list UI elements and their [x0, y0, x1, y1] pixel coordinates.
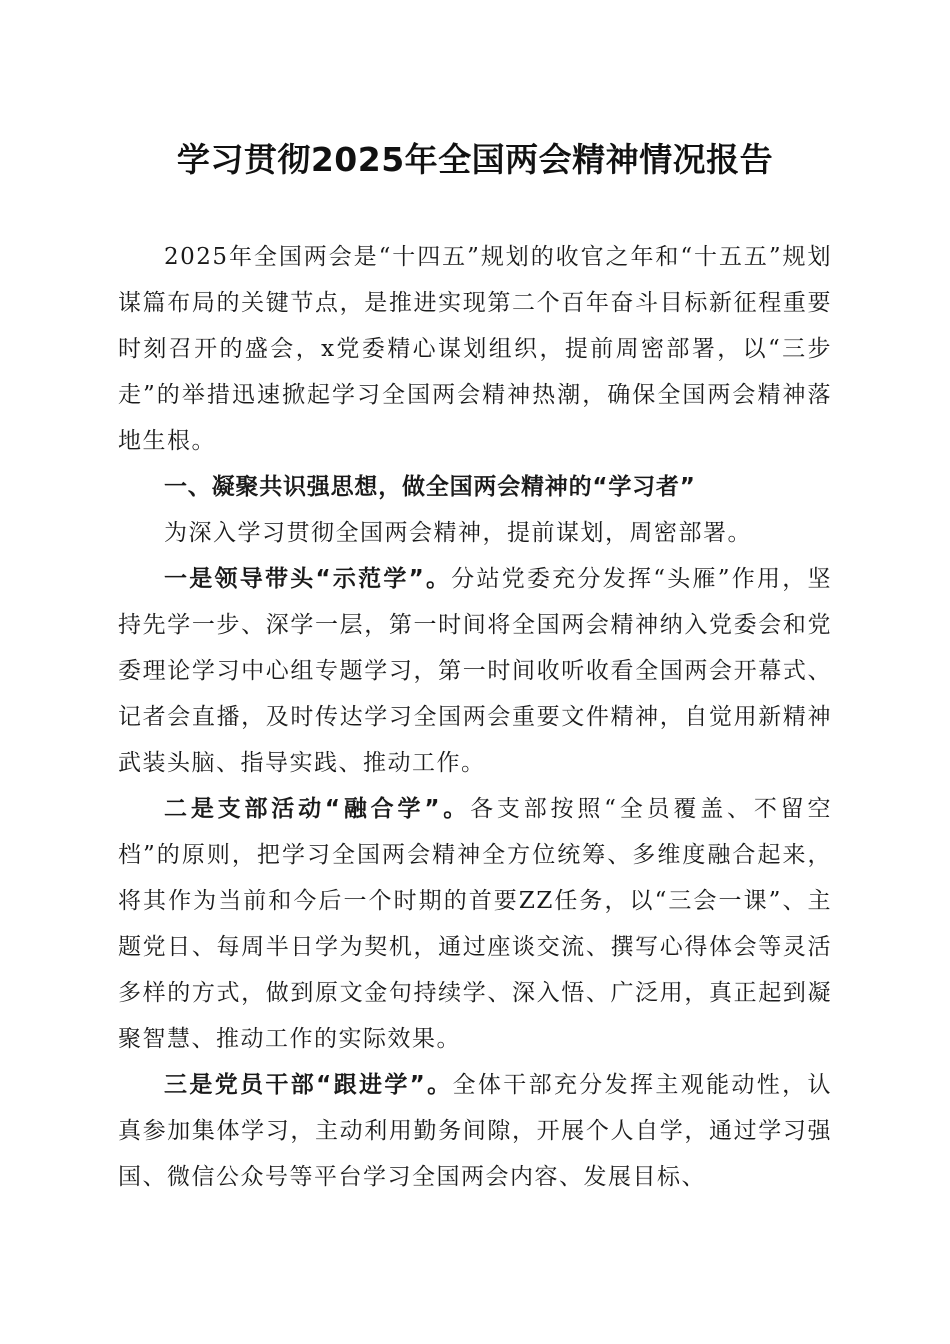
point-lead-1: 一是领导带头“示范学”。 — [164, 566, 452, 592]
intro-paragraph: 2025年全国两会是“十四五”规划的收官之年和“十五五”规划谋篇布局的关键节点，是推进实现第二个百年奋斗目标新征程重要时刻召开的盛会，x党委精心谋划组织，提前周密部署，以“三步走”的举措迅速掀起学习全国两会精神热潮，确保全国两会精神落地生根。 — [118, 244, 832, 454]
point-lead-2: 二是支部活动“融合学”。 — [164, 796, 471, 822]
point-paragraph-3 — [118, 1062, 832, 1200]
section-intro-paragraph: 为深入学习贯彻全国两会精神，提前谋划，周密部署。 — [164, 520, 752, 546]
point-lead-3: 三是党员干部“跟进学”。 — [164, 1072, 453, 1098]
document-body — [118, 234, 832, 1200]
section-heading-1: 一、凝聚共识强思想，做全国两会精神的“学习者” — [164, 474, 696, 500]
point-text-3: 全体干部充分发挥主观能动性，认真参加集体学习，主动利用勤务间隙，开展个人自学，通过学习强国、微信公众号等平台学习全国两会内容、发展目标、 — [118, 1072, 833, 1190]
point-paragraph-1 — [118, 556, 832, 786]
point-text-2: 各支部按照“全员覆盖、不留空档”的原则，把学习全国两会精神全方位统筹、多维度融合起来，将其作为当前和今后一个时期的首要ZZ任务，以“三会一课”、主题党日、每周半日学为契机，通过座谈交流、撰写心得体会等灵活多样的方式，做到原文金句持续学、深入悟、广泛用，真正起到凝聚智慧、推动工作的实际效果。 — [118, 796, 832, 1052]
point-paragraph-2 — [118, 786, 832, 1062]
document-title: 学习贯彻2025年全国两会精神情况报告 — [176, 140, 774, 179]
point-text-1: 分站党委充分发挥“头雁”作用，坚持先学一步、深学一层，第一时间将全国两会精神纳入党委会和党委理论学习中心组专题学习，第一时间收听收看全国两会开幕式、记者会直播，及时传达学习全国两会重要文件精神，自觉用新精神武装头脑、指导实践、推动工作。 — [118, 566, 832, 776]
